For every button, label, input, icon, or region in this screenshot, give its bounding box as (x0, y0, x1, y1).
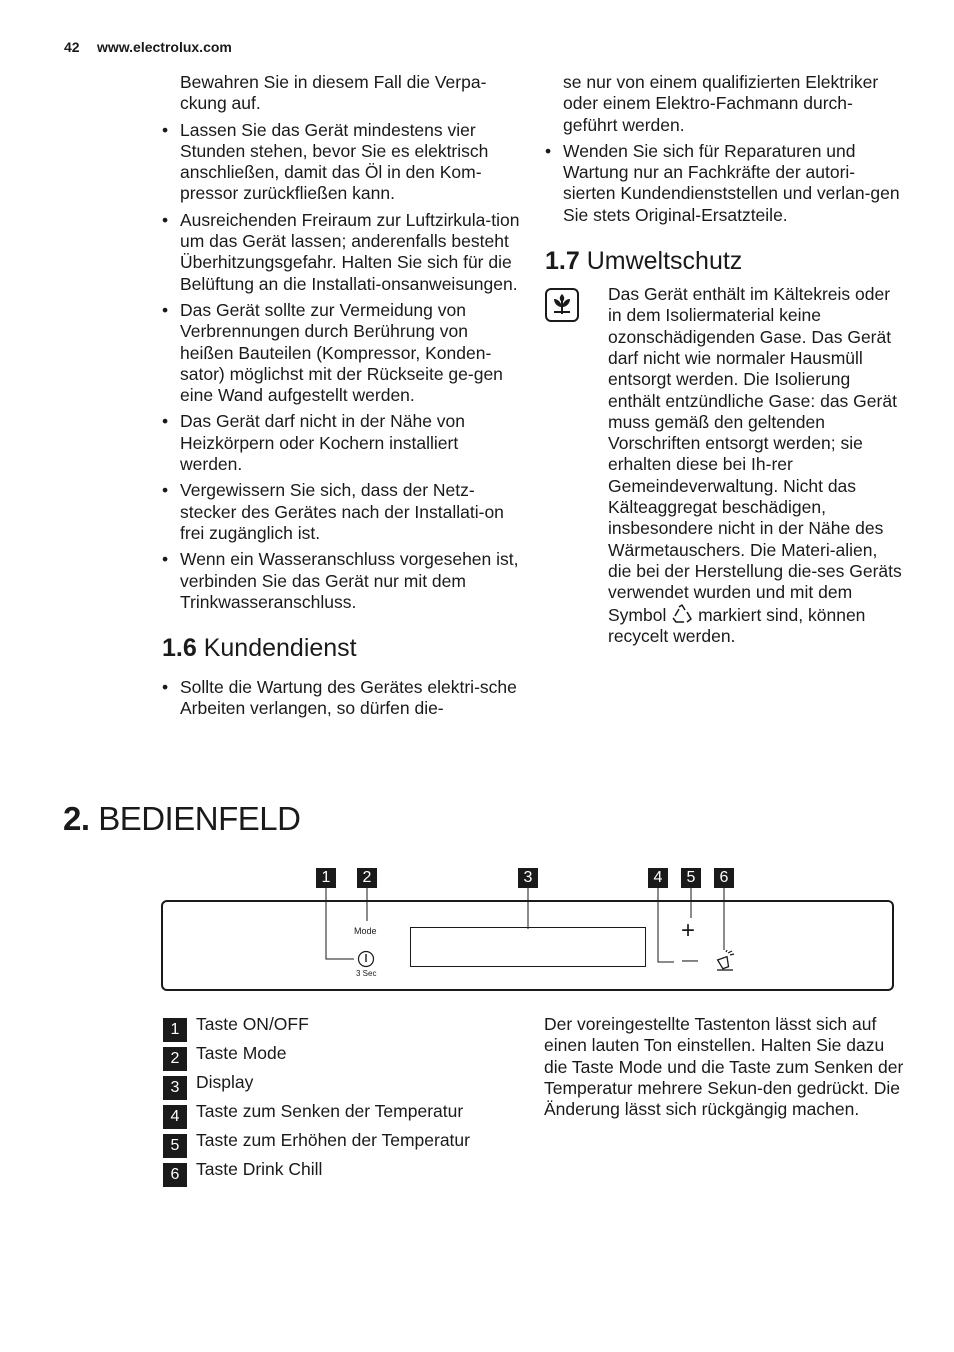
continuation-paragraph: se nur von einem qualifizierten Elektriker oder einem Elektro-Fachmann durch-geführt werden. (563, 72, 879, 135)
service-list (162, 677, 522, 720)
intro-paragraph: Bewahren Sie in diesem Fall die Verpa-ckung auf. (180, 72, 487, 114)
environment-text-part2: markiert sind, können recycelt werden. (608, 604, 866, 646)
repair-list (545, 141, 905, 226)
legend-number: 6 (163, 1163, 187, 1187)
display-window (410, 927, 646, 967)
callout-tag-2: 2 (357, 868, 377, 888)
section-heading-umweltschutz (545, 246, 905, 276)
environment-icon (545, 288, 579, 322)
legend-label: Taste zum Senken der Temperatur (196, 1101, 464, 1121)
left-column (162, 72, 522, 725)
callout-tag-6: 6 (714, 868, 734, 888)
section-heading-kundendienst (162, 633, 522, 663)
callout-tag-5: 5 (681, 868, 701, 888)
drink-chill-icon[interactable] (714, 950, 736, 972)
section-number: 1.7 (545, 247, 580, 276)
safety-list (162, 120, 522, 614)
list-item: • Wenden Sie sich für Reparaturen und Wartung nur an Fachkräfte der autori-sierten Kundendienststellen und verlan-gen Sie stets Original-Ersatzteile. (545, 141, 905, 226)
legend-label: Taste Drink Chill (196, 1159, 323, 1179)
right-column (545, 72, 905, 647)
minus-button[interactable]: — (682, 952, 698, 969)
environment-text (608, 284, 905, 647)
list-item: • Wenn ein Wasseranschluss vorgesehen ist, verbinden Sie das Gerät nur mit dem Trinkwasseranschluss. (162, 549, 522, 613)
plus-button[interactable]: + (681, 917, 696, 944)
tone-note: Der voreingestellte Tastenton lässt sich auf einen lauten Ton einstellen. Halten Sie dazu die Taste Mode und die Taste zum Senken der Temperatur mehrere Sekun-den gedrückt. Die Änderung lässt sich rückgängig machen. (544, 1014, 904, 1120)
legend-number: 5 (163, 1134, 187, 1158)
chapter-title: BEDIENFELD (98, 800, 301, 837)
list-item: • Sollte die Wartung des Gerätes elektri-sche Arbeiten verlangen, so dürfen die- (162, 677, 522, 720)
section-number: 1.6 (162, 634, 197, 663)
list-item: • Ausreichenden Freiraum zur Luftzirkula-tion um das Gerät lassen; anderenfalls besteht Überhitzungsgefahr. Halten Sie sich für die Belüftung an die Installati-onsanweisungen. (162, 210, 522, 295)
legend-number: 3 (163, 1076, 187, 1100)
legend-number: 2 (163, 1047, 187, 1071)
list-item: • Lassen Sie das Gerät mindestens vier Stunden stehen, bevor Sie es elektrisch anschließen, damit das Öl in den Kom-pressor zurückfließen kann. (162, 120, 522, 205)
legend-number: 1 (163, 1018, 187, 1042)
hold-label: 3 Sec (356, 969, 377, 978)
mode-label: Mode (354, 926, 377, 936)
legend-label: Display (196, 1072, 254, 1092)
power-icon[interactable] (357, 950, 375, 968)
recycle-icon (671, 604, 693, 624)
callout-tag-3: 3 (518, 868, 538, 888)
chapter-heading (63, 800, 300, 838)
list-item: • Das Gerät sollte zur Vermeidung von Verbrennungen durch Berührung von heißen Bauteilen (Kompressor, Konden-sator) möglichst mit der Rückseite ge-gen eine Wand aufgestellt werden. (162, 300, 522, 406)
header-url: www.electrolux.com (97, 39, 232, 55)
section-title: Kundendienst (203, 634, 357, 663)
environment-block (545, 284, 905, 647)
environment-text-part1: Das Gerät enthält im Kältekreis oder in dem Isoliermaterial keine ozonschädigenden Gase. Das Gerät darf nicht wie normaler Hausmüll entsorgt werden. Die Isolierung enthält entzündliche Gase: das Gerät muss gemäß den geltenden Vorschriften entsorgt werden; sie erhalten diese bei Ih-rer Gemeindeverwaltung. Nicht das Kälteaggregat beschädigen, insbesondere nicht in der Nähe des Wärmetauschers. Die Materi-alien, die bei der Herstellung die-ses Geräts verwendet wurden und mit dem Symbol (608, 284, 902, 625)
legend-number: 4 (163, 1105, 187, 1129)
list-item: • Vergewissern Sie sich, dass der Netz-stecker des Gerätes nach der Installati-on frei zugänglich ist. (162, 480, 522, 544)
page-number: 42 (64, 39, 80, 55)
legend-label: Taste zum Erhöhen der Temperatur (196, 1130, 470, 1150)
chapter-number: 2. (63, 800, 90, 837)
section-title: Umweltschutz (586, 247, 743, 276)
list-item: • Das Gerät darf nicht in der Nähe von Heizkörpern oder Kochern installiert werden. (162, 411, 522, 475)
callout-tag-4: 4 (648, 868, 668, 888)
callout-tag-1: 1 (316, 868, 336, 888)
legend-label: Taste ON/OFF (196, 1014, 309, 1034)
legend-label: Taste Mode (196, 1043, 287, 1063)
